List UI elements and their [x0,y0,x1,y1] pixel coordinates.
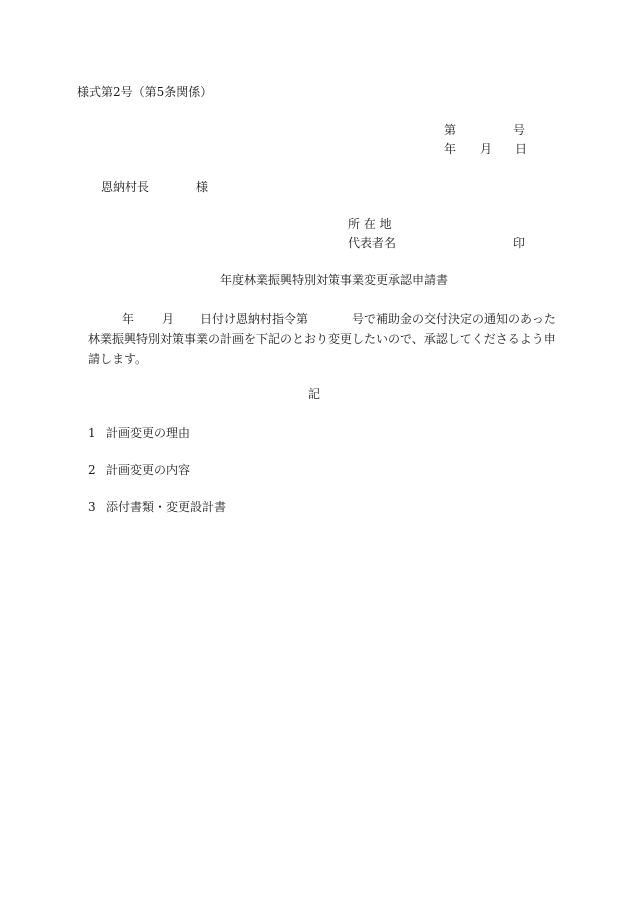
date-year: 年 [444,142,457,156]
item-1-number: 1 [88,426,96,440]
body-paragraph [88,309,558,369]
item-1-text: 計画変更の理由 [106,426,191,440]
body-line-3: 請します。 [88,352,148,366]
body-line-1 [88,309,558,329]
body-line-2: 林業振興特別対策事業の計画を下記のとおり変更したいので、承認してくださるよう申 [88,332,556,346]
body-year: 年 [122,312,135,326]
form-number: 様式第2号（第5条関係） [77,85,213,99]
document-title: 年度林業振興特別対策事業変更承認申請書 [220,273,449,287]
applicant-address-label: 所 在 地 [348,217,392,231]
addressee-honorific: 様 [196,180,209,194]
ki-heading: 記 [308,387,321,401]
body-month: 月 [162,312,175,326]
date-day: 日 [515,142,528,156]
item-2-text: 計画変更の内容 [106,463,191,477]
addressee-name: 恩納村長 [101,180,150,194]
doc-number-suffix: 号 [513,123,526,137]
item-3-number: 3 [88,500,96,514]
doc-number-prefix: 第 [444,123,457,137]
date-month: 月 [480,142,493,156]
body-date-ref: 日付け恩納村指令第 [200,312,309,326]
seal-mark: 印 [513,236,526,250]
applicant-representative-label: 代表者名 [348,236,397,250]
item-3-text: 添付書類・変更設計書 [106,500,227,514]
item-2-number: 2 [88,463,96,477]
body-line1-rest: 号で補助金の交付決定の通知のあった [352,312,556,326]
